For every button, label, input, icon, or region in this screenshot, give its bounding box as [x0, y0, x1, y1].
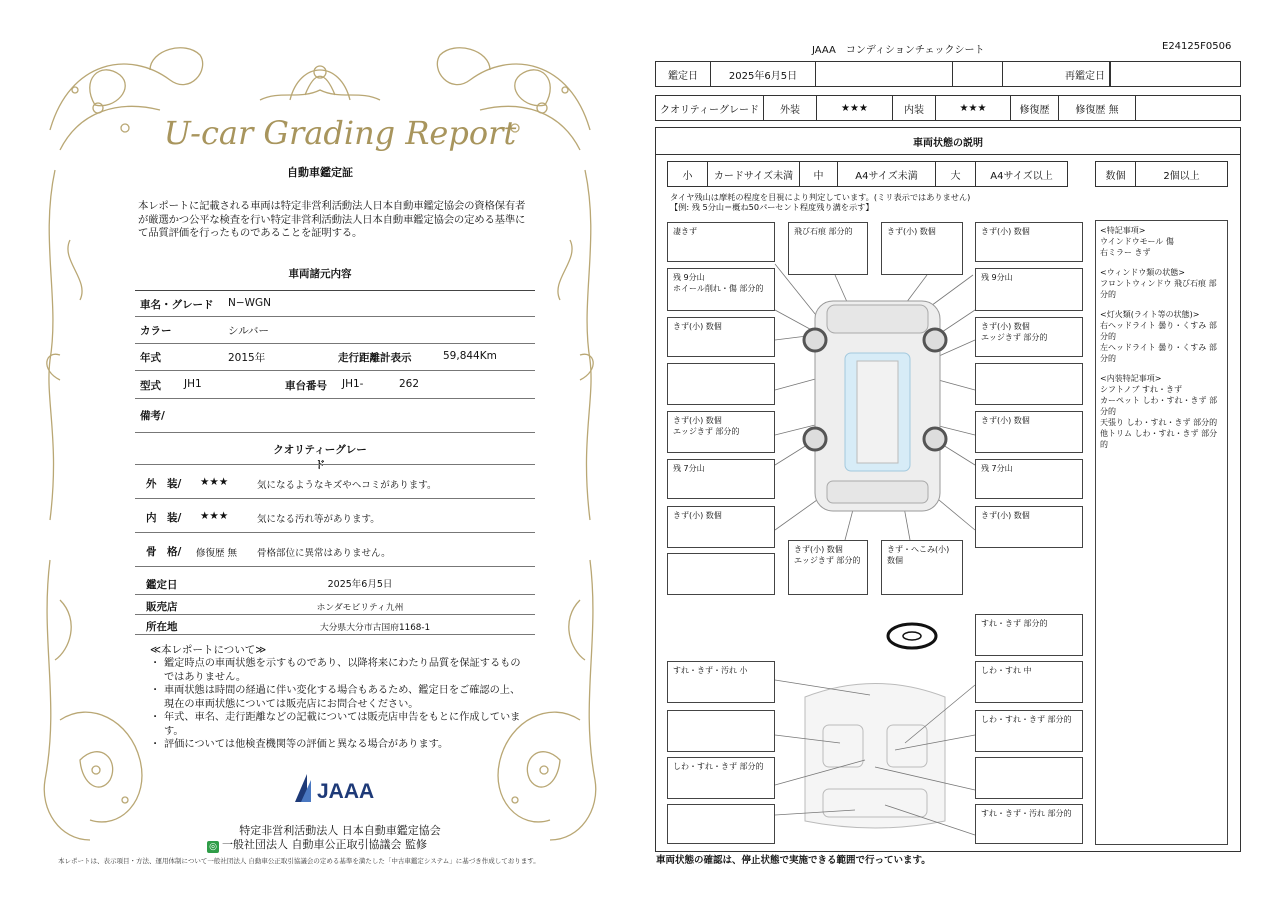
address-value: 大分県大分市古国府1168-1	[319, 623, 431, 633]
remarks-section	[1100, 267, 1223, 300]
ext-label: 外装	[764, 96, 817, 120]
note-text: 飛び石痕 部分的	[794, 227, 853, 236]
note-box-right-fender	[975, 317, 1083, 357]
car-name-value: N−WGN	[228, 297, 272, 309]
divider	[135, 343, 535, 344]
remarks-heading: <灯火類(ライト等の状態)>	[1100, 310, 1200, 319]
repair-value: 修復歴 無	[1059, 96, 1136, 120]
reinspect-label: 再鑑定日	[1003, 62, 1110, 86]
note-box-left-seat	[667, 710, 775, 752]
note-box-hood	[881, 222, 963, 275]
divider	[135, 614, 535, 615]
note-box-left-rear-door	[667, 411, 775, 453]
note-text: 凄きず	[673, 227, 697, 236]
note-box-right-rear-door	[975, 411, 1083, 453]
note-text: 残 9分山	[981, 273, 1013, 282]
notes-title: ≪本レポートについて≫	[150, 644, 267, 656]
note-box-right-seat	[975, 710, 1083, 752]
exterior-comment: 気になるようなキズやヘコミがあります。	[257, 480, 437, 491]
note-text: ホイール削れ・傷 部分的	[673, 284, 764, 293]
divider	[135, 634, 535, 635]
spec-title: 車両諸元内容	[288, 268, 352, 280]
frame-comment: 骨格部位に異常はありません。	[257, 548, 391, 559]
int-stars: ★★★	[936, 96, 1011, 120]
steering-wheel-icon	[888, 624, 936, 648]
int-label: 内装	[893, 96, 936, 120]
frame-label: 骨 格/	[146, 546, 182, 558]
note-text: 残 7分山	[673, 464, 705, 473]
note-box-steering	[975, 614, 1083, 656]
car-name-label: 車名・グレード	[140, 299, 214, 311]
grade-title: クオリティーグレード	[273, 444, 367, 471]
count-desc: 2個以上	[1163, 170, 1200, 182]
grade-blank	[1136, 96, 1240, 120]
year-label: 年式	[140, 352, 161, 364]
remarks-line: カーペット しわ・すれ・きず 部分的	[1100, 396, 1218, 416]
note-box-rear-left-tire	[667, 459, 775, 499]
condition-title: 車両状態の説明	[655, 127, 1241, 155]
divider	[135, 316, 535, 317]
tire-note-line: タイヤ残山は摩耗の程度を目視により判定しています。(ミリ表示ではありません)	[670, 192, 971, 202]
mileage-value: 59,844Km	[443, 350, 497, 362]
note-box-rear-left-quarter	[667, 506, 775, 548]
date-blank	[816, 62, 953, 86]
size-mid-desc: A4サイズ未満	[838, 162, 936, 186]
remarks-line: 左ヘッドライト 曇り・くすみ 部分的	[1100, 343, 1217, 363]
note-box-front-right	[975, 222, 1083, 262]
org-primary: 特定非営利活動法人 日本自動車鑑定協会	[239, 824, 441, 837]
count-label: 数個	[1096, 162, 1136, 186]
remarks-line: 右ヘッドライト 曇り・くすみ 部分的	[1100, 321, 1217, 341]
note-box-luggage	[975, 804, 1083, 844]
chassis-label: 車台番号	[285, 380, 327, 392]
divider	[135, 370, 535, 371]
note-text: すれ・きず・汚れ 小	[673, 666, 748, 675]
chassis-prefix: JH1-	[342, 378, 364, 390]
color-label: カラー	[140, 325, 172, 337]
footnote: 本レポートは、表示項目・方法、運用体制について一般社団法人 自動車公正取引協議会の定める基準を満たした「中古車鑑定システム」に基づき作成しております。	[58, 857, 540, 865]
remarks-line: ウインドウモール 傷	[1100, 237, 1174, 246]
color-value: シルバー	[228, 325, 270, 337]
note-box-tailgate	[788, 540, 868, 595]
divider	[135, 532, 535, 533]
note-text: エッジきず 部分的	[673, 427, 740, 436]
date-value: 2025年6月5日	[711, 62, 816, 86]
remarks-panel	[1095, 220, 1228, 845]
size-small-desc: カードサイズ未満	[708, 162, 800, 186]
note-text: きず(小) 数個	[981, 416, 1030, 425]
address-label: 所在地	[146, 621, 178, 633]
size-small: 小	[668, 162, 708, 186]
sheet-id: E24125F0506	[1162, 41, 1232, 52]
note-item: ・ 鑑定時点の車両状態を示すものであり、以降将来にわたり品質を保証するものではありません。	[152, 657, 522, 684]
note-text: きず(小) 数個	[887, 227, 936, 236]
ext-stars: ★★★	[817, 96, 893, 120]
remarks-section	[1100, 373, 1223, 450]
note-text: きず(小) 数個	[673, 511, 722, 520]
note-text: しわ・すれ・きず 部分的	[673, 762, 764, 771]
note-box-rear-left	[667, 553, 775, 595]
count-legend	[1095, 161, 1228, 187]
remarks-section	[1100, 309, 1223, 364]
dealer-label: 販売店	[146, 601, 178, 613]
interior-stars: ★★★	[200, 510, 229, 522]
remarks-line: シフトノブ すれ・きず	[1100, 385, 1183, 394]
car-interior-illustration	[805, 684, 945, 829]
note-text: すれ・きず 部分的	[981, 619, 1048, 628]
remarks-line: 右ミラー きず	[1100, 248, 1151, 257]
note-box-dashboard	[667, 661, 775, 703]
note-box-left-fender	[667, 317, 775, 357]
cert-body: 本レポートに記載される車両は特定非営利活動法人日本自動車鑑定協会の資格保有者が厳選かつ公平な検査を行い特定非営利活動法人日本自動車鑑定協会の定める基準にて品質評価を行ったものであることを証明する。	[138, 200, 526, 240]
note-box-front-left-tire	[667, 268, 775, 311]
remarks-line: フロントウィンドウ 飛び石痕 部分的	[1100, 279, 1217, 299]
note-box-windshield	[788, 222, 868, 275]
tire-note-line: 【例: 残 5分山＝概ね50パーセント程度残り溝を示す】	[670, 202, 874, 212]
interior-comment: 気になる汚れ等があります。	[257, 514, 380, 525]
note-box-rear-trim	[667, 804, 775, 844]
remarks-heading: <ウィンドウ類の状態>	[1100, 268, 1185, 277]
note-box-rear-right-tire	[975, 459, 1083, 499]
size-legend	[667, 161, 1068, 187]
note-text: エッジきず 部分的	[794, 556, 861, 565]
divider	[135, 594, 535, 595]
remarks-line: 他トリム しわ・すれ・きず 部分的	[1100, 429, 1218, 449]
svg-text:JAAA: JAAA	[317, 780, 375, 803]
sheet-title: JAAA コンディションチェックシート	[812, 45, 985, 56]
exterior-label: 外 装/	[146, 478, 182, 490]
note-text: 残 9分山	[673, 273, 705, 282]
remarks-label: 備考/	[140, 410, 165, 422]
bottom-note: 車両状態の確認は、停止状態で実施できる範囲で行っています。	[656, 855, 931, 866]
reinspect-blank	[1110, 62, 1240, 86]
tire-note	[670, 192, 970, 212]
note-box-right-front-door	[975, 363, 1083, 405]
mileage-label: 走行距離計表示	[338, 352, 412, 364]
note-text: きず・へこみ(小) 数個	[887, 545, 950, 565]
model-label: 型式	[140, 380, 161, 392]
note-text: すれ・きず・汚れ 部分的	[981, 809, 1072, 818]
note-text: きず(小) 数個	[794, 545, 843, 554]
fair-trade-icon: ◎	[207, 841, 219, 853]
note-text: きず(小) 数個	[981, 227, 1030, 236]
cert-title: 自動車鑑定証	[287, 166, 353, 179]
date-value: 2025年6月5日	[327, 579, 393, 590]
remarks-line: 天張り しわ・すれ・きず 部分的	[1100, 418, 1218, 427]
note-box-front-right-tire	[975, 268, 1083, 311]
car-exterior-illustration	[804, 301, 946, 511]
note-text: しわ・すれ・きず 部分的	[981, 715, 1072, 724]
date-label: 鑑定日	[146, 579, 178, 591]
note-item: ・ 車両状態は時間の経過に伴い変化する場合もあるため、鑑定日をご確認の上、現在の車両状態については販売店にお問合せください。	[152, 684, 522, 711]
exterior-stars: ★★★	[200, 476, 229, 488]
divider	[135, 566, 535, 567]
note-text: きず(小) 数個	[673, 416, 722, 425]
size-large-desc: A4サイズ以上	[990, 170, 1053, 182]
chassis-suffix: 262	[399, 378, 420, 390]
note-item: ・ 年式、車名、走行距離などの記載については販売店申告をもとに作成しています。	[152, 711, 522, 738]
note-item: ・ 評価については他検査機関等の評価と異なる場合があります。	[152, 738, 522, 752]
repair-label: 修復歴	[1011, 96, 1059, 120]
report-title	[160, 108, 520, 158]
divider	[135, 290, 535, 291]
model-value: JH1	[184, 378, 202, 390]
interior-label: 内 装/	[146, 512, 182, 524]
divider	[135, 432, 535, 433]
note-text: 残 7分山	[981, 464, 1013, 473]
org-secondary	[207, 836, 427, 853]
note-box-headliner	[975, 661, 1083, 703]
year-value: 2015年	[228, 352, 266, 364]
note-box-rear-seat	[975, 757, 1083, 799]
svg-text:U-car Grading Report: U-car Grading Report	[163, 114, 517, 152]
note-box-left-front-door	[667, 363, 775, 405]
size-mid: 中	[800, 162, 838, 186]
note-text: しわ・すれ 中	[981, 666, 1032, 675]
divider	[135, 498, 535, 499]
note-text: きず(小) 数個	[981, 511, 1030, 520]
frame-status: 修復歴 無	[196, 548, 238, 559]
grade-label: クオリティーグレード	[656, 96, 764, 120]
divider	[135, 398, 535, 399]
size-large: 大	[936, 162, 976, 186]
date-row	[655, 61, 1241, 87]
note-text: きず(小) 数個	[673, 322, 722, 331]
divider	[135, 464, 535, 465]
dealer-value: ホンダモビリティ九州	[316, 603, 404, 613]
note-text: エッジきず 部分的	[981, 333, 1048, 342]
remarks-section	[1100, 225, 1223, 258]
org-secondary-text: 一般社団法人 自動車公正取引協議会 監修	[222, 838, 427, 851]
note-text: きず(小) 数個	[981, 322, 1030, 331]
remarks-heading: <特記事項>	[1100, 226, 1146, 235]
note-box-carpet	[667, 757, 775, 799]
date-blank-2	[953, 62, 1003, 86]
jaaa-logo	[293, 772, 393, 806]
notes-list	[152, 657, 522, 752]
date-label: 鑑定日	[656, 62, 711, 86]
grade-row	[655, 95, 1241, 121]
remarks-heading: <内装特記事項>	[1100, 374, 1162, 383]
note-box-rear-right-quarter	[975, 506, 1083, 548]
note-box-front-left	[667, 222, 775, 262]
note-box-rear-bumper	[881, 540, 963, 595]
